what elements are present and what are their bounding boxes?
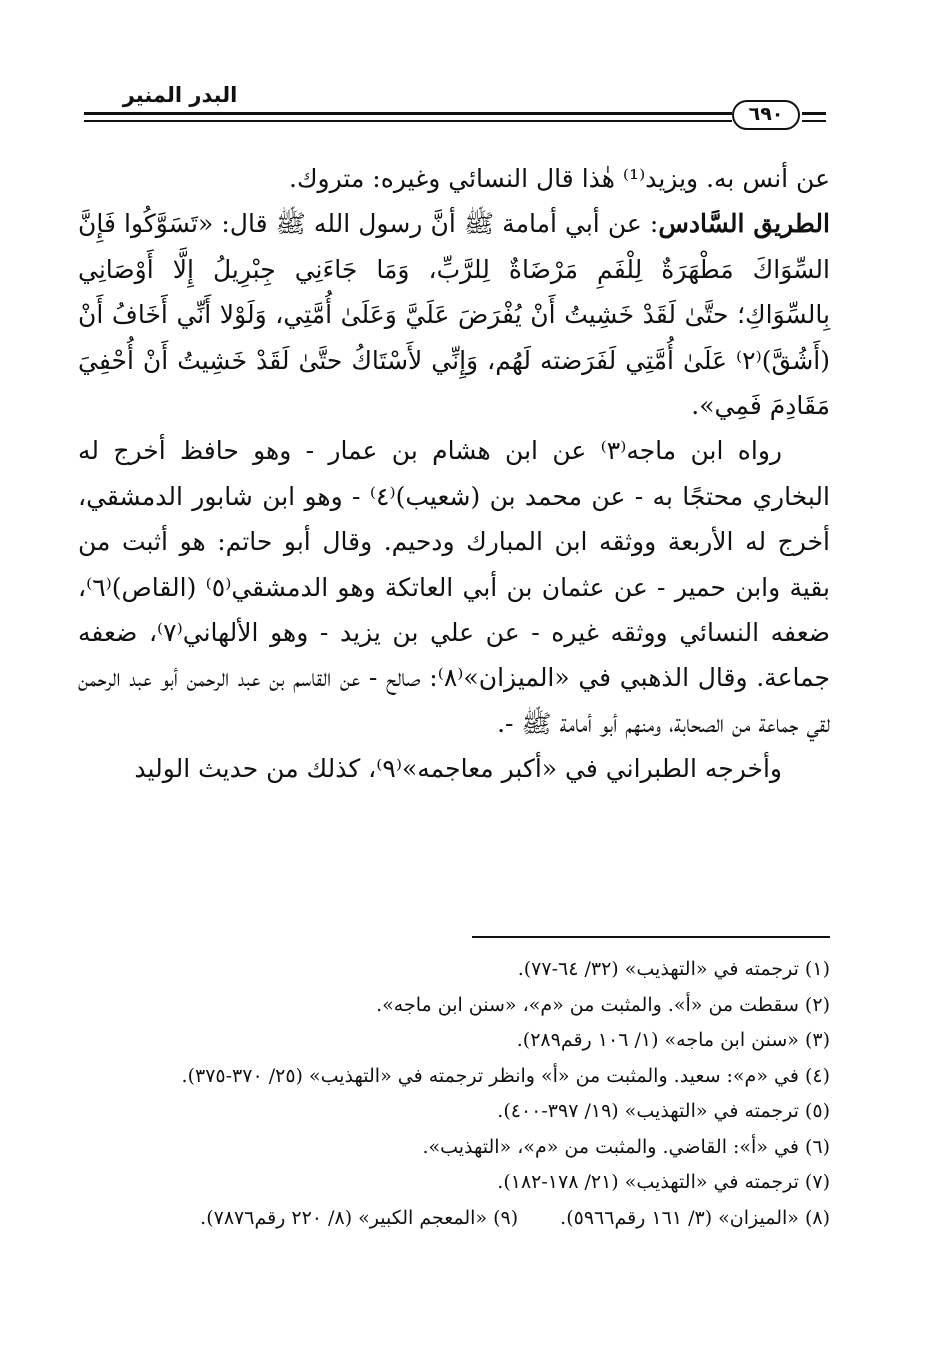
footnote-4: (٤) في «م»: سعيد. والمثبت من «أ» وانظر ترجمته في «التهذيب» (٢٥/ ٣٧٠-٣٧٥). bbox=[181, 1064, 830, 1087]
paragraph-3: رواه ابن ماجه⁽٣⁾ عن ابن هشام بن عمار - وهو حافظ أخرج له البخاري محتجًا به - عن محمد بن (شعيب)⁽٤⁾ - وهو ابن شابور الدمشقي، أخرج له الأربعة ووثقه ابن المبارك ودحيم. وقال أبو حاتم: هو أثبت من بقية وابن حمير - عن عثمان بن أبي العاتكة وهو الدمشقي⁽٥⁾ (القاص)⁽٦⁾، ضعفه النسائي ووثقه غيره - عن علي بن يزيد - وهو الألهاني⁽٧⁾، ضعفه جماعة. وقال الذهبي في «الميزان»⁽٨⁾: صالح - عن القاسم بن عبد الرحمن أبو عبد الرحمن لقي جماعة من الصحابة، ومنهم أبو أمامة ﷺ -. bbox=[78, 436, 831, 738]
header-rule-right-bottom bbox=[802, 120, 826, 122]
header-rule-right-top bbox=[802, 112, 826, 115]
header-rule-top bbox=[84, 112, 732, 115]
footnote-3: (٣) «سنن ابن ماجه» (١/ ١٠٦ رقم٢٨٩). bbox=[516, 1029, 830, 1051]
footnote-6: (٦) في «أ»: القاضي. والمثبت من «م»، «التهذيب». bbox=[422, 1135, 830, 1158]
paragraph-4: وأخرجه الطبراني في «أكبر معاجمه»⁽٩⁾، كذلك من حديث الوليد bbox=[134, 754, 782, 784]
hadith-text: : عن أبي أمامة ﷺ أنَّ رسول الله ﷺ قال: «تَسَوَّكُوا فَإِنَّ السِّوَاكَ مَطْهَرَةٌ لِلْفَمِ مَرْضَاةٌ لِلرَّبِّ، وَمَا جَاءَنِي جِبْرِيلُ إِلَّا أَوْصَانِي بِالسِّوَاكِ؛ حتَّىٰ لَقَدْ خَشِيتُ أَنْ يُفْرَضَ عَلَيَّ وَعَلَىٰ أُمَّتِي، وَلَوْلا أَنِّي أَخَافُ أَنْ (أَشُقَّ)⁽٢⁾ عَلَىٰ أُمَّتِي لَفَرَضته لَهُم، وَإِنِّي لأَسْتَاكُ حتَّىٰ لَقَدْ خَشِيتُ أَنْ أُحْفِيَ مَقَادِمَ فَمِي». bbox=[78, 209, 830, 421]
header-rule-bottom bbox=[84, 120, 732, 122]
footnote-row-8-9 bbox=[78, 1201, 830, 1237]
paragraph-2 bbox=[78, 201, 830, 428]
footnotes bbox=[78, 952, 830, 1236]
section-label: الطريق السَّادس bbox=[658, 209, 830, 239]
running-header-title: البدر المنير bbox=[122, 83, 238, 107]
page-number-badge: ٦٩٠ bbox=[732, 100, 800, 130]
footnote-5: (٥) ترجمته في «التهذيب» (١٩/ ٣٩٧-٤٠٠). bbox=[497, 1100, 830, 1122]
footnote-1: (١) ترجمته في «التهذيب» (٣٢/ ٦٤-٧٧). bbox=[517, 958, 830, 980]
footnote-8: (٨) «الميزان» (٣/ ١٦١ رقم٥٩٦٦). bbox=[560, 1206, 830, 1229]
paragraph-1: عن أنس به. ويزيد⁽¹⁾ هٰذا قال النسائي وغيره: متروك. bbox=[289, 164, 830, 193]
footnote-7: (٧) ترجمته في «التهذيب» (٢١/ ١٧٨-١٨٢). bbox=[497, 1171, 830, 1193]
main-text bbox=[78, 156, 830, 792]
footnote-9: (٩) «المعجم الكبير» (٨/ ٢٢٠ رقم٧٨٧٦). bbox=[200, 1206, 519, 1229]
footnote-separator bbox=[472, 936, 830, 938]
footnote-2: (٢) سقطت من «أ». والمثبت من «م»، «سنن ابن ماجه». bbox=[376, 993, 830, 1016]
